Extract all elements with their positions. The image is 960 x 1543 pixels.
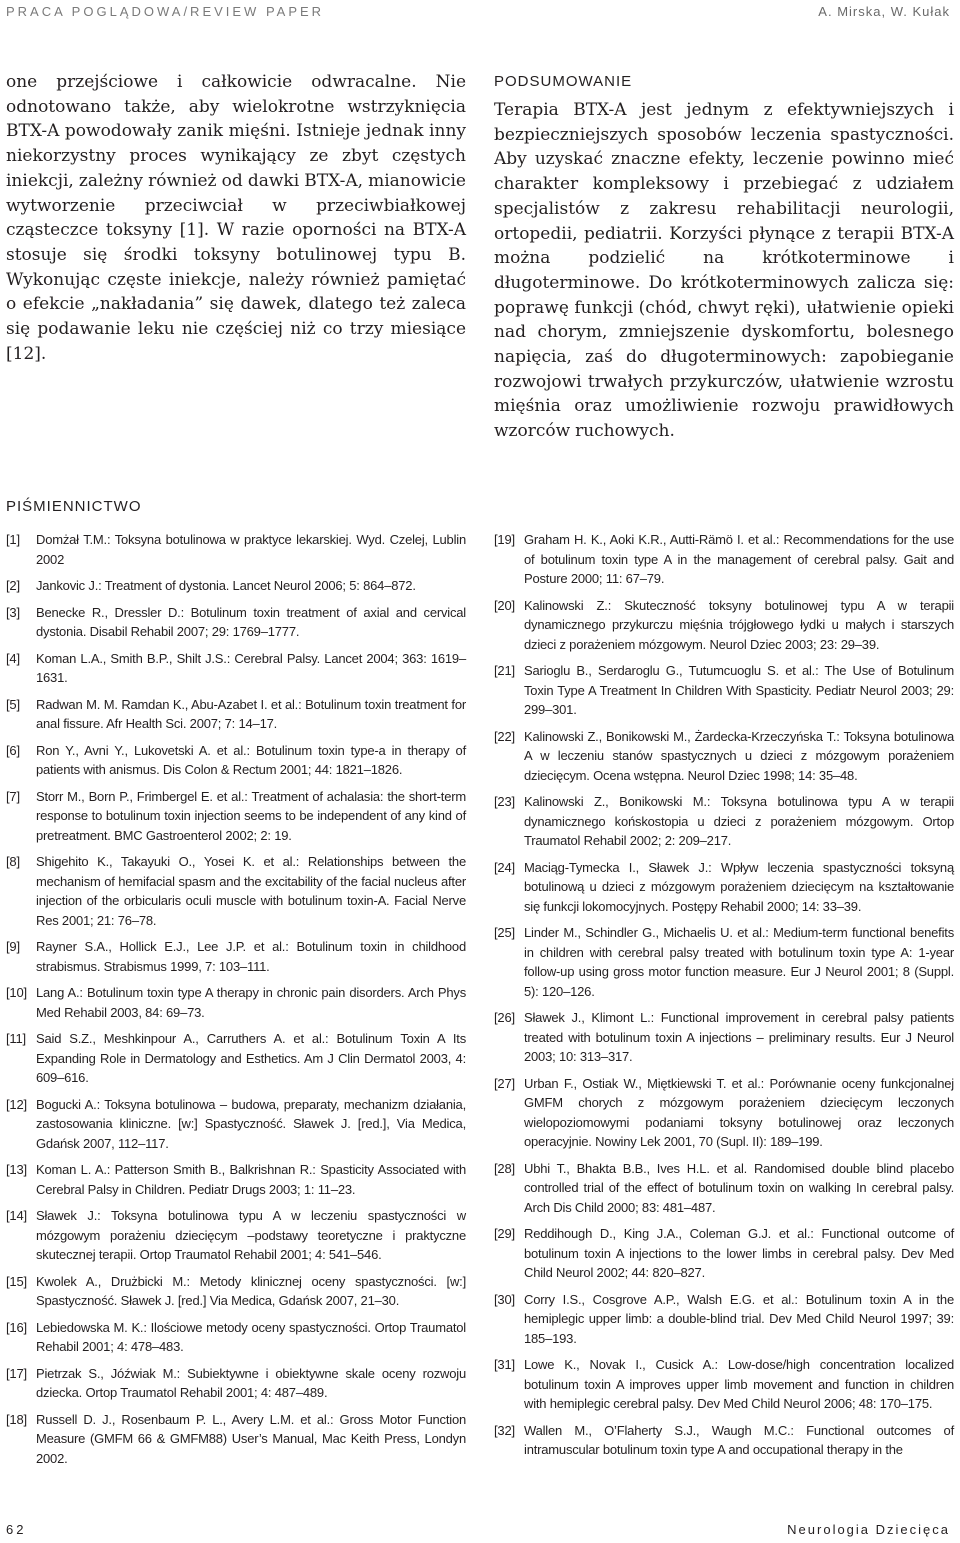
reference-item — [494, 1008, 954, 1067]
reference-text: Storr M., Born P., Frimbergel E. et al.: Treatment of achalasia: the short-term response to botulinum toxin injection seems to be independent of any kind of pretreatment. BMC Gastroenterol 2002; 2: 19. — [36, 788, 466, 843]
reference-text: Sławek J.: Toksyna botulinowa typu A w leczeniu spastyczności w mózgowym porażeniu dziecięcym –podstawy teoretyczne i praktyczne skutecznej terapii. Ortop Traumatol Rehabil 2001; 4: 541–546. — [36, 1208, 466, 1262]
reference-number: [2] — [6, 578, 20, 593]
reference-number: [9] — [6, 939, 20, 954]
reference-text: Wallen M., O’Flaherty S.J., Waugh M.C.: Functional outcomes of intramuscular botulinum toxin type A and occupational therapy in the — [524, 1422, 954, 1457]
reference-number: [14] — [6, 1208, 27, 1223]
reference-text: Corry I.S., Cosgrove A.P., Walsh E.G. et al.: Botulinum toxin A in the hemiplegic upper limb: a double-blind trial. Dev Med Child Neurol 1997; 39: 185–193. — [524, 1291, 954, 1346]
reference-text: Linder M., Schindler G., Michaelis U. et al.: Medium-term functional benefits in children with cerebral palsy treated with botulinum toxin type A: 1-year follow-up using gross motor function measure. Eur J Neurol 2001; 8 (Suppl. 5): 120–126. — [524, 925, 954, 999]
reference-number: [11] — [6, 1031, 26, 1046]
reference-item — [494, 596, 954, 655]
reference-number: [15] — [6, 1273, 27, 1289]
reference-text: Maciąg-Tymecka I., Sławek J.: Wpływ leczenia spastyczności toksyną botulinową u dzieci z mózgowym porażeniem dziecięcym na kształtowanie się funkcji lokomocyjnych. Postępy Rehabil 2000; 14: 33–39. — [524, 859, 954, 914]
reference-item — [494, 530, 954, 589]
reference-number: [27] — [494, 1075, 515, 1091]
reference-text: Ron Y., Avni Y., Lukovetski A. et al.: Botulinum toxin type-a in therapy of patients with anismus. Dis Colon & Rectum 2001; 44: 1821–1826. — [36, 742, 466, 777]
journal-name: Neurologia Dziecięca — [787, 1522, 950, 1537]
reference-text: Lebiedowska M. K.: Ilościowe metody oceny spastyczności. Ortop Traumatol Rehabil 2001; 4: 478–483. — [36, 1319, 466, 1354]
reference-item — [6, 1318, 466, 1357]
reference-text: Sławek J., Klimont L.: Functional improvement in cerebral palsy patients treated with botulinum toxin A injections – preliminary results. Eur J Neurol 2003; 10: 313–317. — [524, 1010, 954, 1064]
summary-heading: PODSUMOWANIE — [494, 73, 633, 90]
running-header-authors: A. Mirska, W. Kułak — [818, 4, 950, 19]
reference-text: Russell D. J., Rosenbaum P. L., Avery L.M. et al.: Gross Motor Function Measure (GMFM 66 & GMFM88) User’s Manual, Mac Keith Press, Londyn 2002. — [36, 1411, 466, 1466]
reference-item — [494, 1224, 954, 1283]
reference-text: Reddihough D., King J.A., Coleman G.J. et al.: Functional outcome of botulinum toxin A injections to the lower limbs in cerebral palsy. Dev Med Child Neurol 2002; 44: 820–827. — [524, 1226, 954, 1280]
reference-item — [6, 741, 466, 780]
reference-number: [3] — [6, 604, 20, 620]
summary-text: Terapia BTX-A jest jednym z efektywniejszych i bezpieczniejszych sposobów leczenia spastyczności. Aby uzyskać znaczne efekty, leczenie powinno mieć charakter kompleksowy i przebiegać z udziałem specjalistów z zakresu rehabilitacji neurologii, ortopedii, pediatrii. Korzyści płynące z terapii BTX-A można podzielić na krótkoterminowe i długoterminowe. Do krótkoterminowych zalicza się: poprawę funkcji (chód, chwyt ręki), ułatwienie opieki nad chorym, zmniejszenie dyskomfortu, bolesnego napięcia, zaś do długoterminowych: zapobieganie rozwojowi trwałych przykurczów, ułatwienie wzrostu mięśnia oraz umożliwienie rozwoju prawidłowych wzorców ruchowych. — [494, 100, 954, 442]
references-heading: PIŚMIENNICTWO — [6, 498, 142, 515]
reference-text: Kalinowski Z., Bonikowski M., Żardecka-Krzeczyńska T.: Toksyna botulinowa A w leczeniu stanów spastycznych u dzieci z mózgowym porażeniem dziecięcym. Ocena wstępna. Neurol Dziec 1998; 14: 35–48. — [524, 728, 954, 783]
reference-text: Kalinowski Z.: Skuteczność toksyny botulinowej typu A w terapii dynamicznego przykurczu mięśnia trójgłowego łydki u małych i starszych dzieci z porażeniem mózgowym. Neurol Dziec 2003; 23: 29–39. — [524, 597, 954, 652]
reference-number: [1] — [6, 532, 20, 547]
reference-text: Koman L. A.: Patterson Smith B., Balkrishnan R.: Spasticity Associated with Cerebral Palsy in Children. Pediatr Drugs 2003; 1: 11–23. — [36, 1162, 466, 1197]
reference-item — [494, 858, 954, 917]
reference-item — [6, 1272, 466, 1311]
reference-text: Urban F., Ostiak W., Miętkiewski T. et al.: Porównanie oceny funkcjonalnej GMFM chorych z mózgowym porażeniem dziecięcym leczonych wielopoziomowymi podaniami toksyny botulinowej oraz leczonych operacyjnie. Nowiny Lek 2001, 70 (Supl. II): 189–199. — [524, 1075, 954, 1149]
reference-item — [6, 937, 466, 976]
reference-text: Ubhi T., Bhakta B.B., Ives H.L. et al. Randomised double blind placebo controlled trial of the effect of botulinum toxin on walking In cerebral palsy. Arch Dis Child 2000; 83: 481–487. — [524, 1160, 954, 1215]
reference-item — [494, 1290, 954, 1349]
reference-item — [494, 727, 954, 786]
reference-item — [6, 852, 466, 930]
reference-number: [28] — [494, 1160, 515, 1176]
reference-text: Said S.Z., Meshkinpour A., Carruthers A. et al.: Botulinum Toxin A Its Expanding Role in Dermatology and Esthetics. Am J Clin Dermatol 2003, 4: 609–616. — [36, 1031, 466, 1085]
reference-number: [17] — [6, 1365, 27, 1381]
reference-number: [23] — [494, 794, 515, 809]
reference-text: Koman L.A., Smith B.P., Shilt J.S.: Cerebral Palsy. Lancet 2004; 363: 1619–1631. — [36, 650, 466, 685]
reference-number: [6] — [6, 742, 20, 758]
reference-number: [4] — [6, 650, 20, 666]
reference-number: [12] — [6, 1096, 27, 1112]
reference-item — [6, 649, 466, 688]
reference-item — [6, 1029, 466, 1088]
page-number: 62 — [6, 1522, 27, 1537]
reference-item — [6, 1206, 466, 1265]
reference-number: [26] — [494, 1010, 515, 1025]
reference-item — [6, 1160, 466, 1199]
reference-text: Domżał T.M.: Toksyna botulinowa w praktyce lekarskiej. Wyd. Czelej, Lublin 2002 — [36, 532, 466, 567]
reference-item — [6, 983, 466, 1022]
reference-item — [6, 530, 466, 569]
reference-item — [494, 1421, 954, 1460]
reference-text: Kalinowski Z., Bonikowski M.: Toksyna botulinowa typu A w terapii dynamicznego końskostopia u dzieci z porażeniem mózgowym. Ortop Traumatol Rehabil 2002; 2: 209–217. — [524, 794, 954, 848]
reference-number: [13] — [6, 1162, 27, 1177]
reference-text: Pietrzak S., Jóźwiak M.: Subiektywne i obiektywne skale oceny rozwoju dziecka. Ortop Traumatol Rehabil 2001; 4: 487–489. — [36, 1365, 466, 1400]
reference-number: [8] — [6, 854, 20, 869]
reference-number: [10] — [6, 985, 27, 1000]
running-header-section: PRACA POGLĄDOWA/REVIEW PAPER — [6, 4, 325, 19]
reference-text: Radwan M. M. Ramdan K., Abu-Azabet I. et al.: Botulinum toxin treatment for anal fissure. Afr Health Sci. 2007; 7: 14–17. — [36, 696, 466, 731]
reference-text: Jankovic J.: Treatment of dystonia. Lancet Neurol 2006; 5: 864–872. — [36, 578, 416, 593]
reference-number: [22] — [494, 728, 515, 744]
reference-item — [6, 1364, 466, 1403]
reference-number: [16] — [6, 1319, 27, 1335]
reference-number: [32] — [494, 1422, 515, 1438]
reference-text: Sarioglu B., Serdaroglu G., Tutumcuoglu S. et al.: The Use of Botulinum Toxin Type A Treatment In Children With Spasticity. Pediatr Neurol 2003; 29: 299–301. — [524, 663, 954, 717]
reference-text: Rayner S.A., Hollick E.J., Lee J.P. et al.: Botulinum toxin in childhood strabismus. Strabismus 1999, 7: 103–111. — [36, 939, 466, 974]
reference-item — [6, 1410, 466, 1469]
reference-item — [494, 923, 954, 1001]
reference-number: [18] — [6, 1411, 27, 1427]
reference-item — [6, 1095, 466, 1154]
reference-text: Lowe K., Novak I., Cusick A.: Low-dose/high concentration localized botulinum toxin A improves upper limb movement and function in children with hemiplegic cerebral palsy. Dev Med Child Neurol 2006; 48: 170–175. — [524, 1357, 954, 1411]
reference-item — [6, 603, 466, 642]
reference-number: [20] — [494, 597, 515, 613]
references-list-left — [6, 530, 466, 1475]
reference-text: Lang A.: Botulinum toxin type A therapy in chronic pain disorders. Arch Phys Med Rehabil 2003, 84: 69–73. — [36, 985, 466, 1020]
reference-item — [6, 787, 466, 846]
reference-item — [494, 1355, 954, 1414]
reference-number: [25] — [494, 925, 515, 940]
reference-number: [24] — [494, 859, 515, 875]
reference-number: [29] — [494, 1226, 515, 1241]
references-list-right — [494, 530, 954, 1467]
reference-text: Graham H. K., Aoki K.R., Autti-Rämö I. et al.: Recommendations for the use of botulinum toxin type A in the management of cerebral palsy. Gait and Posture 2000; 11: 67–79. — [524, 532, 954, 586]
body-text-left: one przejściowe i całkowicie odwracalne. Nie odnotowano także, aby wielokrotne wstrzyknięcia BTX-A powodowały zanik mięśni. Istnieje jednak inny niekorzystny proces wynikający ze zbyt częstych iniekcji, zależny również od dawki BTX-A, mianowicie wytworzenie przeciwciał w przeciwbiałkowej cząsteczce toksyny [1]. W razie oporności na BTX-A stosuje się środki toksyny botulinowej typu B. Wykonując częste iniekcje, należy również pamiętać o efekcie „nakładania” się dawek, dlatego też zaleca się podawanie leku nie częściej niż co trzy miesiące [12]. — [6, 72, 466, 364]
reference-item — [494, 661, 954, 720]
reference-number: [5] — [6, 696, 20, 712]
reference-text: Shigehito K., Takayuki O., Yosei K. et al.: Relationships between the mechanism of hemifacial spasm and the excitability of the facial nucleus after injection of the orbicularis oculi muscle with botulinum toxin-A. Facial Nerve Res 2001; 21: 76–78. — [36, 854, 466, 928]
reference-number: [31] — [494, 1357, 515, 1372]
reference-text: Kwolek A., Drużbicki M.: Metody klinicznej oceny spastyczności. [w:] Spastyczność. Sławek J. [red.] Via Medica, Gdańsk 2007, 21–30. — [36, 1273, 466, 1308]
reference-number: [7] — [6, 788, 20, 804]
reference-text: Benecke R., Dressler D.: Botulinum toxin treatment of axial and cervical dystonia. Disabil Rehabil 2007; 29: 1769–1777. — [36, 604, 466, 639]
reference-text: Bogucki A.: Toksyna botulinowa – budowa, preparaty, mechanizm działania, zastosowania kliniczne. [w:] Spastyczność. Sławek J. [red.], Via Medica, Gdańsk 2007, 112–117. — [36, 1096, 466, 1151]
reference-item — [6, 695, 466, 734]
reference-item — [494, 792, 954, 851]
reference-item — [6, 576, 466, 596]
reference-item — [494, 1159, 954, 1218]
reference-number: [21] — [494, 663, 515, 678]
reference-number: [19] — [494, 532, 515, 547]
reference-item — [494, 1074, 954, 1152]
reference-number: [30] — [494, 1291, 515, 1307]
